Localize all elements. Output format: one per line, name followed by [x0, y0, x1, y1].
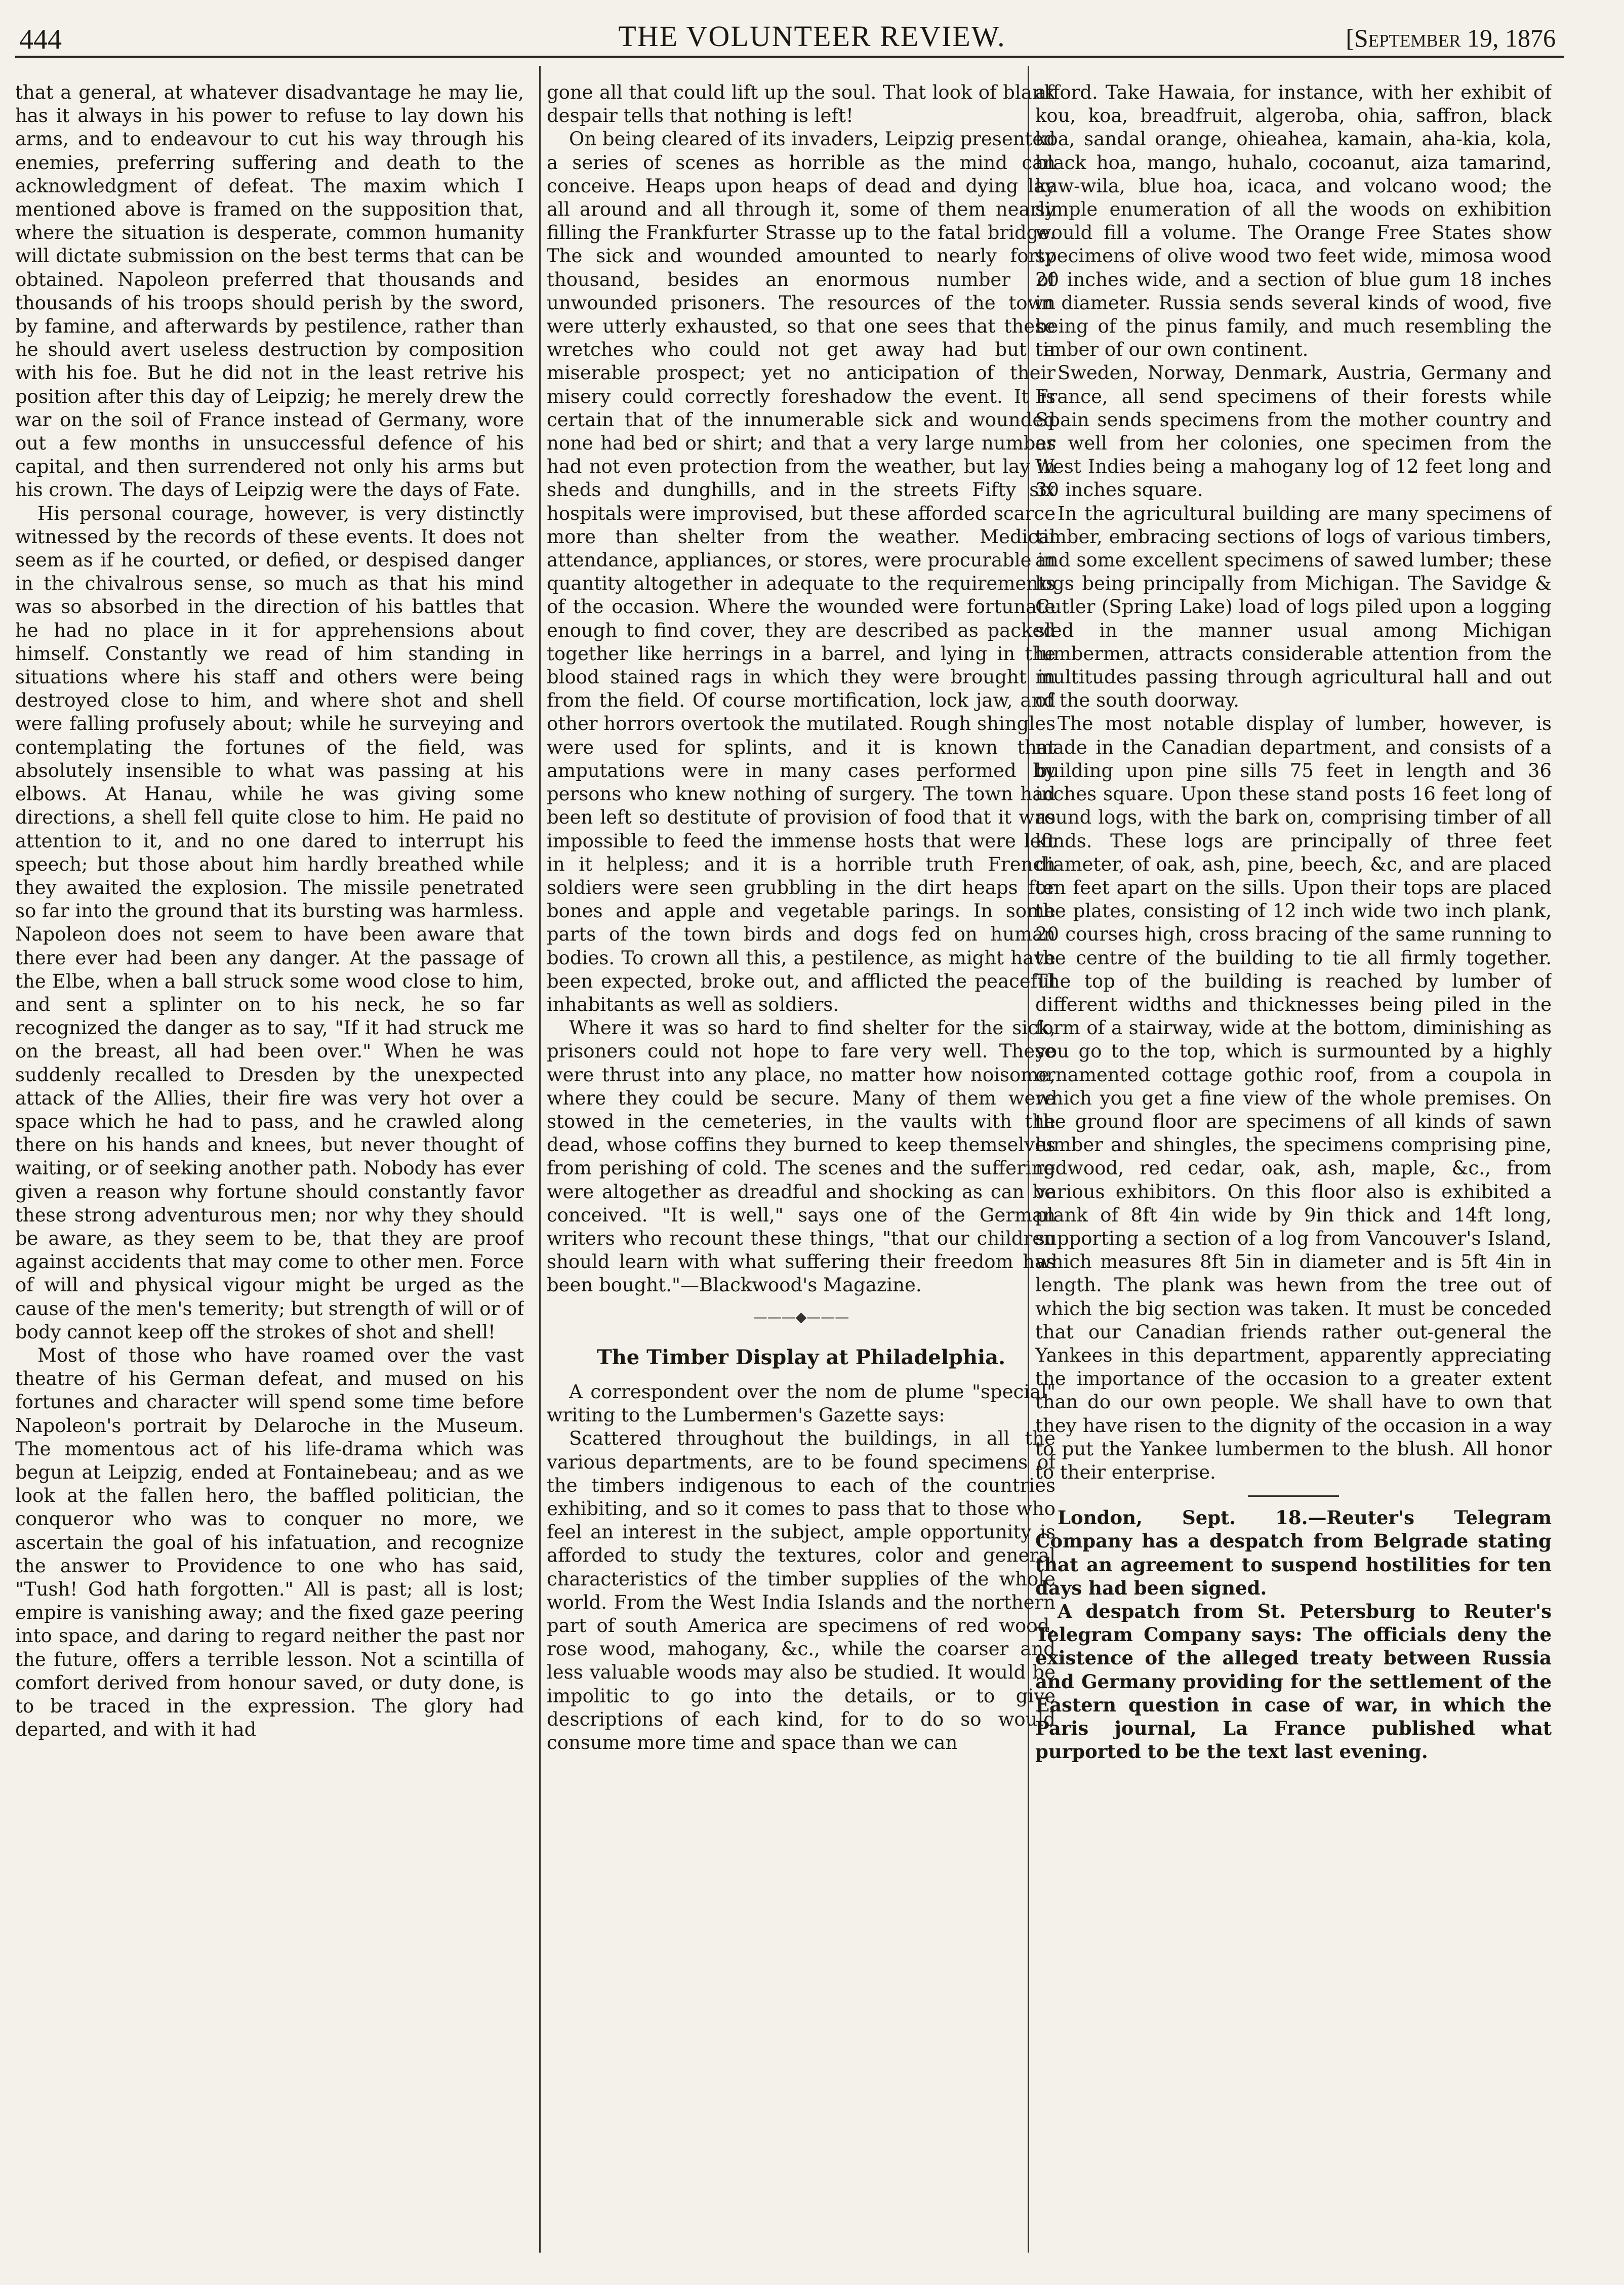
publication-title: THE VOLUNTEER REVIEW. [618, 20, 1006, 53]
page-number: 444 [19, 24, 62, 55]
column-2 [547, 81, 1055, 2253]
issue-date: [September 19, 1876 [1346, 24, 1556, 52]
paragraph: The most notable display of lumber, however, is made in the Canadian department, and consists of a building upon pine sills 75 feet in length and 36 inches square. Upon these stand posts 16 feet long of round logs, with the bark on, comprising timber of all kinds. These logs are principally of three feet diameter, of oak, ash, pine, beech, &c, and are placed ten feet apart on the sills. Upon their tops are placed the plates, consisting of 12 inch wide two inch plank, 20 courses high, cross bracing of the same running to the centre of the building to tie all firmly together. The top of the building is reached by lumber of different widths and thicknesses being piled in the form of a stairway, wide at the bottom, diminishing as you go to the top, which is surmounted by a highly ornamented cottage gothic roof, from a coupola in which you get a fine view of the whole premises. On the ground floor are specimens of all kinds of sawn lumber and shingles, the specimens comprising pine, redwood, red cedar, oak, ash, maple, &c., from various exhibitors. On this floor also is exhibited a plank of 8ft 4in wide by 9in thick and 14ft long, supporting a section of a log from Vancouver's Island, which measures 8ft 5in in diameter and is 5ft 4in in length. The plank was hewn from the tree out of which the big section was taken. It must be conceded that our Canadian friends rather out-general the Yankees in this department, apparently appreciating the importance of the occasion to a greater extent than do our own people. We shall have to own that they have risen to the dignity of the occasion in a way to put the Yankee lumbermen to the blush. All honor to their enterprise. [1035, 713, 1552, 1483]
paragraph: that a general, at whatever disadvantage he may lie, has it always in his power to refuse to lay down his arms, and to endeavour to cut his way through his enemies, preferring suffering and death to the acknowledgment of defeat. The maxim which I mentioned above is framed on the supposition that, where the situation is desperate, common humanity will dictate submission on the best terms that can be obtained. Napoleon preferred that thousands and thousands of his troops should perish by the sword, by famine, and afterwards by pestilence, rather than he should avert useless destruction by composition with his foe. But he did not in the least retrive his position after this day of Leipzig; he merely drew the war on the soil of France instead of Germany, wore out a few months in unsuccessful defence of his capital, and then surrendered not only his arms but his crown. The days of Leipzig were the days of Fate. [15, 81, 524, 501]
news-item: London, Sept. 18.—Reuter's Telegram Company has a despatch from Belgrade stating that an agreement to suspend hostilities for ten days had been signed. [1035, 1506, 1552, 1599]
column-1 [15, 81, 524, 2253]
paragraph: Most of those who have roamed over the vast theatre of his German defeat, and mused on his fortunes and character will spend some time before Napoleon's portrait by Delaroche in the Museum. The momentous act of his life-drama which was begun at Leipzig, ended at Fontainebeau; and as we look at the fallen hero, the baffled politician, the conqueror who was to conquer no more, we ascertain the goal of his infatuation, and recognize the answer to Providence to one who has said, "Tush! God hath forgotten." All is past; all is lost; empire is vanishing away; and the fixed gaze peering into space, and daring to regard neither the past nor the future, offers a terrible lesson. Not a scintilla of comfort derived from honour saved, or duty done, is to be traced in the expression. The glory had departed, and with it had [15, 1344, 524, 1741]
paragraph: A correspondent over the nom de plume "special" writing to the Lumbermen's Gazette says: [547, 1380, 1055, 1426]
column-divider [539, 66, 541, 2253]
page-header [0, 5, 1624, 61]
paragraph: Scattered throughout the buildings, in all the various departments, are to be found specimens of the timbers indigenous to each of the countries exhibiting, and so it comes to pass that to those who feel an interest in the subject, ample opportunity is afforded to study the textures, color and general characteristics of the timber supplies of the whole world. From the West India Islands and the northern part of south America are specimens of red wood, rose wood, mahogany, &c., while the coarser and less valuable woods may also be studied. It would be impolitic to go into the details, or to give descriptions of each kind, for to do so would consume more time and space than we can [547, 1427, 1055, 1754]
header-rule [15, 56, 1564, 58]
paragraph: Sweden, Norway, Denmark, Austria, Germany and France, all send specimens of their forests while Spain sends specimens from the mother country and as well from her colonies, one specimen from the West Indies being a mahogany log of 12 feet long and 30 inches square. [1035, 362, 1552, 501]
article-title: The Timber Display at Philadelphia. [596, 1345, 1006, 1369]
paragraph: In the agricultural building are many specimens of timber, embracing sections of logs of various timbers, and some excellent specimens of sawed lumber; these logs being principally from Michigan. The Savidge & Cutler (Spring Lake) load of logs piled upon a logging sled in the manner usual among Michigan lumbermen, attracts considerable attention from the multitudes passing through agricultural hall and out of the south doorway. [1035, 502, 1552, 712]
ornament-divider: ———◆——— [753, 1308, 849, 1325]
news-item: A despatch from St. Petersburg to Reuter's Telegram Company says: The officials deny the existence of the alleged treaty between Russia and Germany providing for the settlement of the Eastern question in case of war, in which the Paris journal, La France published what purported to be the text last evening. [1035, 1600, 1552, 1763]
column-3 [1035, 81, 1552, 2253]
paragraph: Where it was so hard to find shelter for the sick, prisoners could not hope to fare very well. These were thrust into any place, no matter how noisome, where they could be secure. Many of them were stowed in the cemeteries, in the vaults with the dead, whose coffins they burned to keep themselves from perishing of cold. The scenes and the suffering were altogether as dreadful and shocking as can be conceived. "It is well," says one of the German writers who recount these things, "that our children should learn with what suffering their freedom has been bought."—Blackwood's Magazine. [547, 1017, 1055, 1296]
section-divider [1248, 1495, 1339, 1497]
paragraph: His personal courage, however, is very distinctly witnessed by the records of these events. It does not seem as if he courted, or defied, or despised danger in the chivalrous sense, so much as that his mind was so absorbed in the direction of his battles that he had no place in it for apprehensions about himself. Constantly we read of him standing in situations where his staff and others were being destroyed close to him, and where shot and shell were falling profusely about; while he surveying and contemplating the fortunes of the field, was absolutely insensible to what was passing at his elbows. At Hanau, while he was giving some directions, a shell fell quite close to him. He paid no attention to it, and no one dared to interrupt his speech; but those about him hardly breathed while they awaited the explosion. The missile penetrated so far into the ground that its bursting was harmless. Napoleon does not seem to have been aware that there ever had been any danger. At the passage of the Elbe, when a ball struck some wood close to him, and sent a splinter on to his neck, he so far recognized the danger as to say, "If it had struck me on the breast, all had been over." When he was suddenly recalled to Dresden by the unexpected attack of the Allies, their fire was very hot over a space which he had to pass, and he crawled along there on his hands and knees, but never thought of waiting, or of seeking another path. Nobody has ever given a reason why fortune should constantly favor these strong adventurous men; nor why they should be aware, as they seem to be, that they are proof against accidents that may come to other men. Force of will and physical vigour might be urged as the cause of the men's temerity; but strength of will or of body cannot keep off the strokes of shot and shell! [15, 502, 524, 1343]
paragraph: afford. Take Hawaia, for instance, with her exhibit of kou, koa, breadfruit, algeroba, ohia, saffron, black koa, sandal orange, ohieahea, kamain, aha-kia, kola, black hoa, mango, huhalo, cocoanut, aiza tamarind, kaw-wila, blue hoa, icaca, and volcano wood; the simple enumeration of all the woods on exhibition would fill a volume. The Orange Free States show specimens of olive wood two feet wide, mimosa wood 20 inches wide, and a section of blue gum 18 inches in diameter. Russia sends several kinds of wood, five being of the pinus family, and much resembling the timber of our own continent. [1035, 81, 1552, 361]
paragraph: On being cleared of its invaders, Leipzig presented a series of scenes as horrible as the mind can conceive. Heaps upon heaps of dead and dying lay all around and all through it, some of them nearly filling the Frankfurter Strasse up to the fatal bridge. The sick and wounded amounted to nearly forty thousand, besides an enormous number of unwounded prisoners. The resources of the town were utterly exhausted, so that one sees that these wretches who could not get away had but a miserable prospect; yet no anticipation of their misery could correctly foreshadow the event. It is certain that of the innumerable sick and wounded none had bed or shirt; and that a very large number had not even protection from the weather, but lay in sheds and dunghills, and in the streets Fifty six hospitals were improvised, but these afforded scarce more than shelter from the weather. Medical attendance, appliances, or stores, were procurable in quantity altogether in adequate to the requirements of the occasion. Where the wounded were fortunate enough to find cover, they are described as packed together like herrings in a barrel, and lying in the blood stained rags in which they were brought in from the field. Of course mortification, lock jaw, and other horrors overtook the mutilated. Rough shingles were used for splints, and it is known that amputations were in many cases performed by persons who knew nothing of surgery. The town had been left so destitute of provision of food that it was impossible to feed the immense hosts that were left in it helpless; and it is a horrible truth French soldiers were seen grubbling in the dirt heaps for bones and apple and vegetable parings. In some parts of the town birds and dogs fed on human bodies. To crown all this, a pestilence, as might have been expected, broke out, and afflicted the peaceful inhabitants as well as soldiers. [547, 128, 1055, 1015]
paragraph: gone all that could lift up the soul. That look of blank despair tells that nothing is left! [547, 81, 1055, 127]
